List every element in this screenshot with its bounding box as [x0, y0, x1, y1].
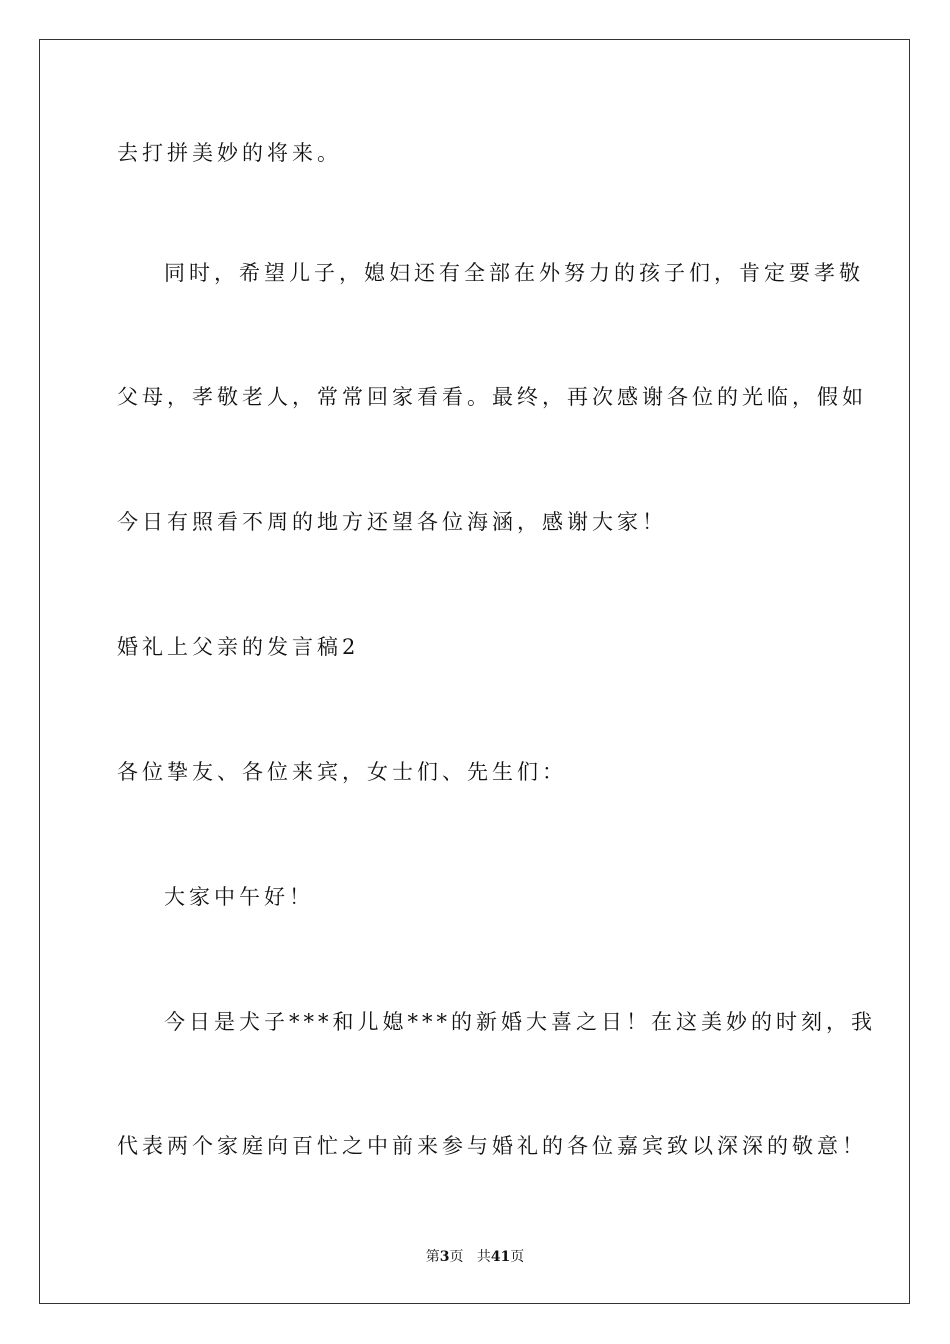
footer-page-number: 3: [439, 1249, 450, 1265]
footer-total-pages: 41: [490, 1249, 511, 1265]
page-border: [39, 39, 910, 1304]
section-heading: 婚礼上父亲的发言稿2: [117, 635, 360, 659]
paragraph-line: 今日是犬子***和儿媳***的新婚大喜之日！在这美妙的时刻，我: [164, 1010, 876, 1034]
paragraph-line: 代表两个家庭向百忙之中前来参与婚礼的各位嘉宾致以深深的敬意！: [117, 1134, 867, 1158]
footer-total-suffix: 页: [510, 1249, 525, 1265]
footer-page-suffix: 页: [449, 1249, 464, 1265]
paragraph-line: 大家中午好！: [164, 885, 314, 909]
footer-total-prefix: 共: [476, 1249, 491, 1265]
paragraph-line: 父母，孝敬老人，常常回家看看。最终，再次感谢各位的光临，假如: [117, 385, 867, 409]
paragraph-line: 今日有照看不周的地方还望各位海涵，感谢大家！: [117, 510, 667, 534]
greeting-line: 各位挚友、各位来宾，女士们、先生们：: [117, 760, 567, 784]
paragraph-line: 同时，希望儿子，媳妇还有全部在外努力的孩子们，肯定要孝敬: [164, 261, 864, 285]
footer-page-prefix: 第: [425, 1249, 440, 1265]
paragraph-line: 去打拼美妙的将来。: [117, 141, 342, 165]
page-footer: [0, 1247, 950, 1267]
